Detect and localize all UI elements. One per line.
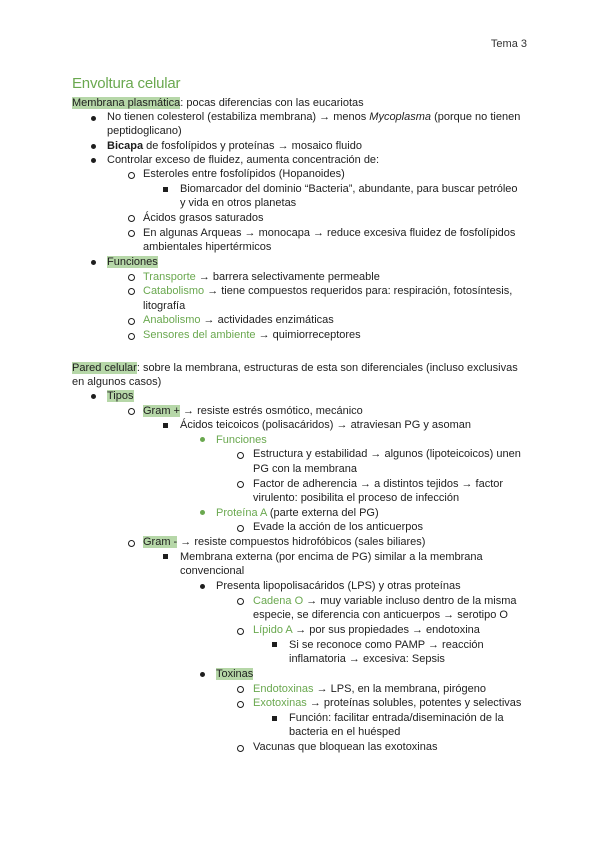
square-bullet-icon [272,716,277,721]
circle-bullet-icon [237,525,244,532]
circle-bullet-icon [128,288,135,295]
list-item-cont: especie, se diferencia con anticuerpos → serotipo O [253,609,508,621]
list-item: Bicapa de fosfolípidos y proteínas → mosaico fluido [107,140,362,152]
circle-bullet-icon [237,701,244,708]
list-item: Transporte → barrera selectivamente permeable [143,271,380,283]
pared-heading [72,361,518,375]
list-item: Vacunas que bloquean las exotoxinas [253,741,438,753]
bullet-icon [91,158,96,163]
list-item: Esteroles entre fosfolípidos (Hopanoides) [143,168,345,180]
circle-bullet-icon [237,481,244,488]
list-item: Membrana externa (por encima de PG) similar a la membrana [180,551,483,563]
circle-bullet-icon [128,215,135,222]
list-item: Cadena O → muy variable incluso dentro de la misma [253,595,517,607]
circle-bullet-icon [128,274,135,281]
list-item-cont: y vida en otros planetas [180,197,297,209]
circle-bullet-icon [128,408,135,415]
bullet-icon [91,394,96,399]
list-item: Función: facilitar entrada/diseminación de la [289,712,504,724]
square-bullet-icon [163,187,168,192]
square-bullet-icon [163,554,168,559]
list-item-cont: PG con la membrana [253,463,357,475]
bullet-icon [91,116,96,121]
list-item: Proteína A (parte externa del PG) [216,507,379,519]
circle-bullet-icon [237,452,244,459]
list-item: Catabolismo → tiene compuestos requeridos para: respiración, fotosíntesis, [143,285,513,297]
pared-label: Pared celular [72,362,137,374]
list-item-cont: ambientales hipertérmicos [143,241,272,253]
square-bullet-icon [272,642,277,647]
membrana-intro: : pocas diferencias con las eucariotas [180,97,364,109]
list-item-cont: litografía [143,300,186,312]
membrana-heading [72,96,364,110]
list-item: Factor de adherencia → a distintos tejidos → factor [253,478,504,490]
list-item: Si se reconoce como PAMP → reacción [289,639,484,651]
list-item-cont: inflamatoria → excesiva: Sepsis [289,653,445,665]
circle-bullet-icon [237,598,244,605]
list-item: Funciones [216,434,267,446]
list-item: Exotoxinas → proteínas solubles, potentes y selectivas [253,697,522,709]
green-bullet-icon [200,437,205,442]
square-bullet-icon [163,423,168,428]
membrana-label: Membrana plasmática [72,97,181,109]
bullet-icon [91,144,96,149]
circle-bullet-icon [128,318,135,325]
list-item: Anabolismo → actividades enzimáticas [143,314,334,326]
list-item-cont: convencional [180,565,245,577]
list-item-cont: peptidoglicano) [107,125,182,137]
list-item: Toxinas [216,668,254,680]
green-bullet-icon [200,510,205,515]
list-item: No tienen colesterol (estabiliza membrana) → menos Mycoplasma (porque no tienen [107,111,521,123]
circle-bullet-icon [128,540,135,547]
list-item: Endotoxinas → LPS, en la membrana, pirógeno [253,683,486,695]
list-item: Funciones [107,256,158,268]
bullet-icon [200,672,205,677]
list-item: Ácidos grasos saturados [143,212,264,224]
circle-bullet-icon [128,333,135,340]
circle-bullet-icon [237,628,244,635]
circle-bullet-icon [128,230,135,237]
list-item: Tipos [107,390,134,402]
list-item: Lípido A → por sus propiedades → endotoxina [253,624,480,636]
list-item: Estructura y estabilidad → algunos (lipoteicoicos) unen [253,448,521,460]
list-item: Gram - → resiste compuestos hidrofóbicos (sales biliares) [143,536,426,548]
page-header-tema: Tema 3 [490,38,527,50]
circle-bullet-icon [237,686,244,693]
list-item: En algunas Arqueas → monocapa → reduce excesiva fluidez de fosfolípidos [143,227,516,239]
list-item: Controlar exceso de fluidez, aumenta concentración de: [107,154,380,166]
pared-intro: : sobre la membrana, estructuras de esta son diferenciales (incluso exclusivas [136,362,518,374]
list-item: Gram + → resiste estrés osmótico, mecánico [143,405,363,417]
list-item: Biomarcador del dominio “Bacteria”, abundante, para buscar petróleo [180,183,518,195]
list-item: Presenta lipopolisacáridos (LPS) y otras proteínas [216,580,461,592]
bullet-icon [200,584,205,589]
list-item: Evade la acción de los anticuerpos [253,521,423,533]
list-item: Sensores del ambiente → quimiorreceptores [143,329,361,341]
list-item: Ácidos teicoicos (polisacáridos) → atraviesan PG y asoman [180,419,472,431]
list-item-cont: virulento: posibilita el proceso de infección [253,492,460,504]
circle-bullet-icon [237,745,244,752]
circle-bullet-icon [128,172,135,179]
section-title: Envoltura celular [72,75,181,92]
list-item-cont: bacteria en el huésped [289,726,401,738]
bullet-icon [91,260,96,265]
pared-intro-cont: en algunos casos) [72,376,162,388]
